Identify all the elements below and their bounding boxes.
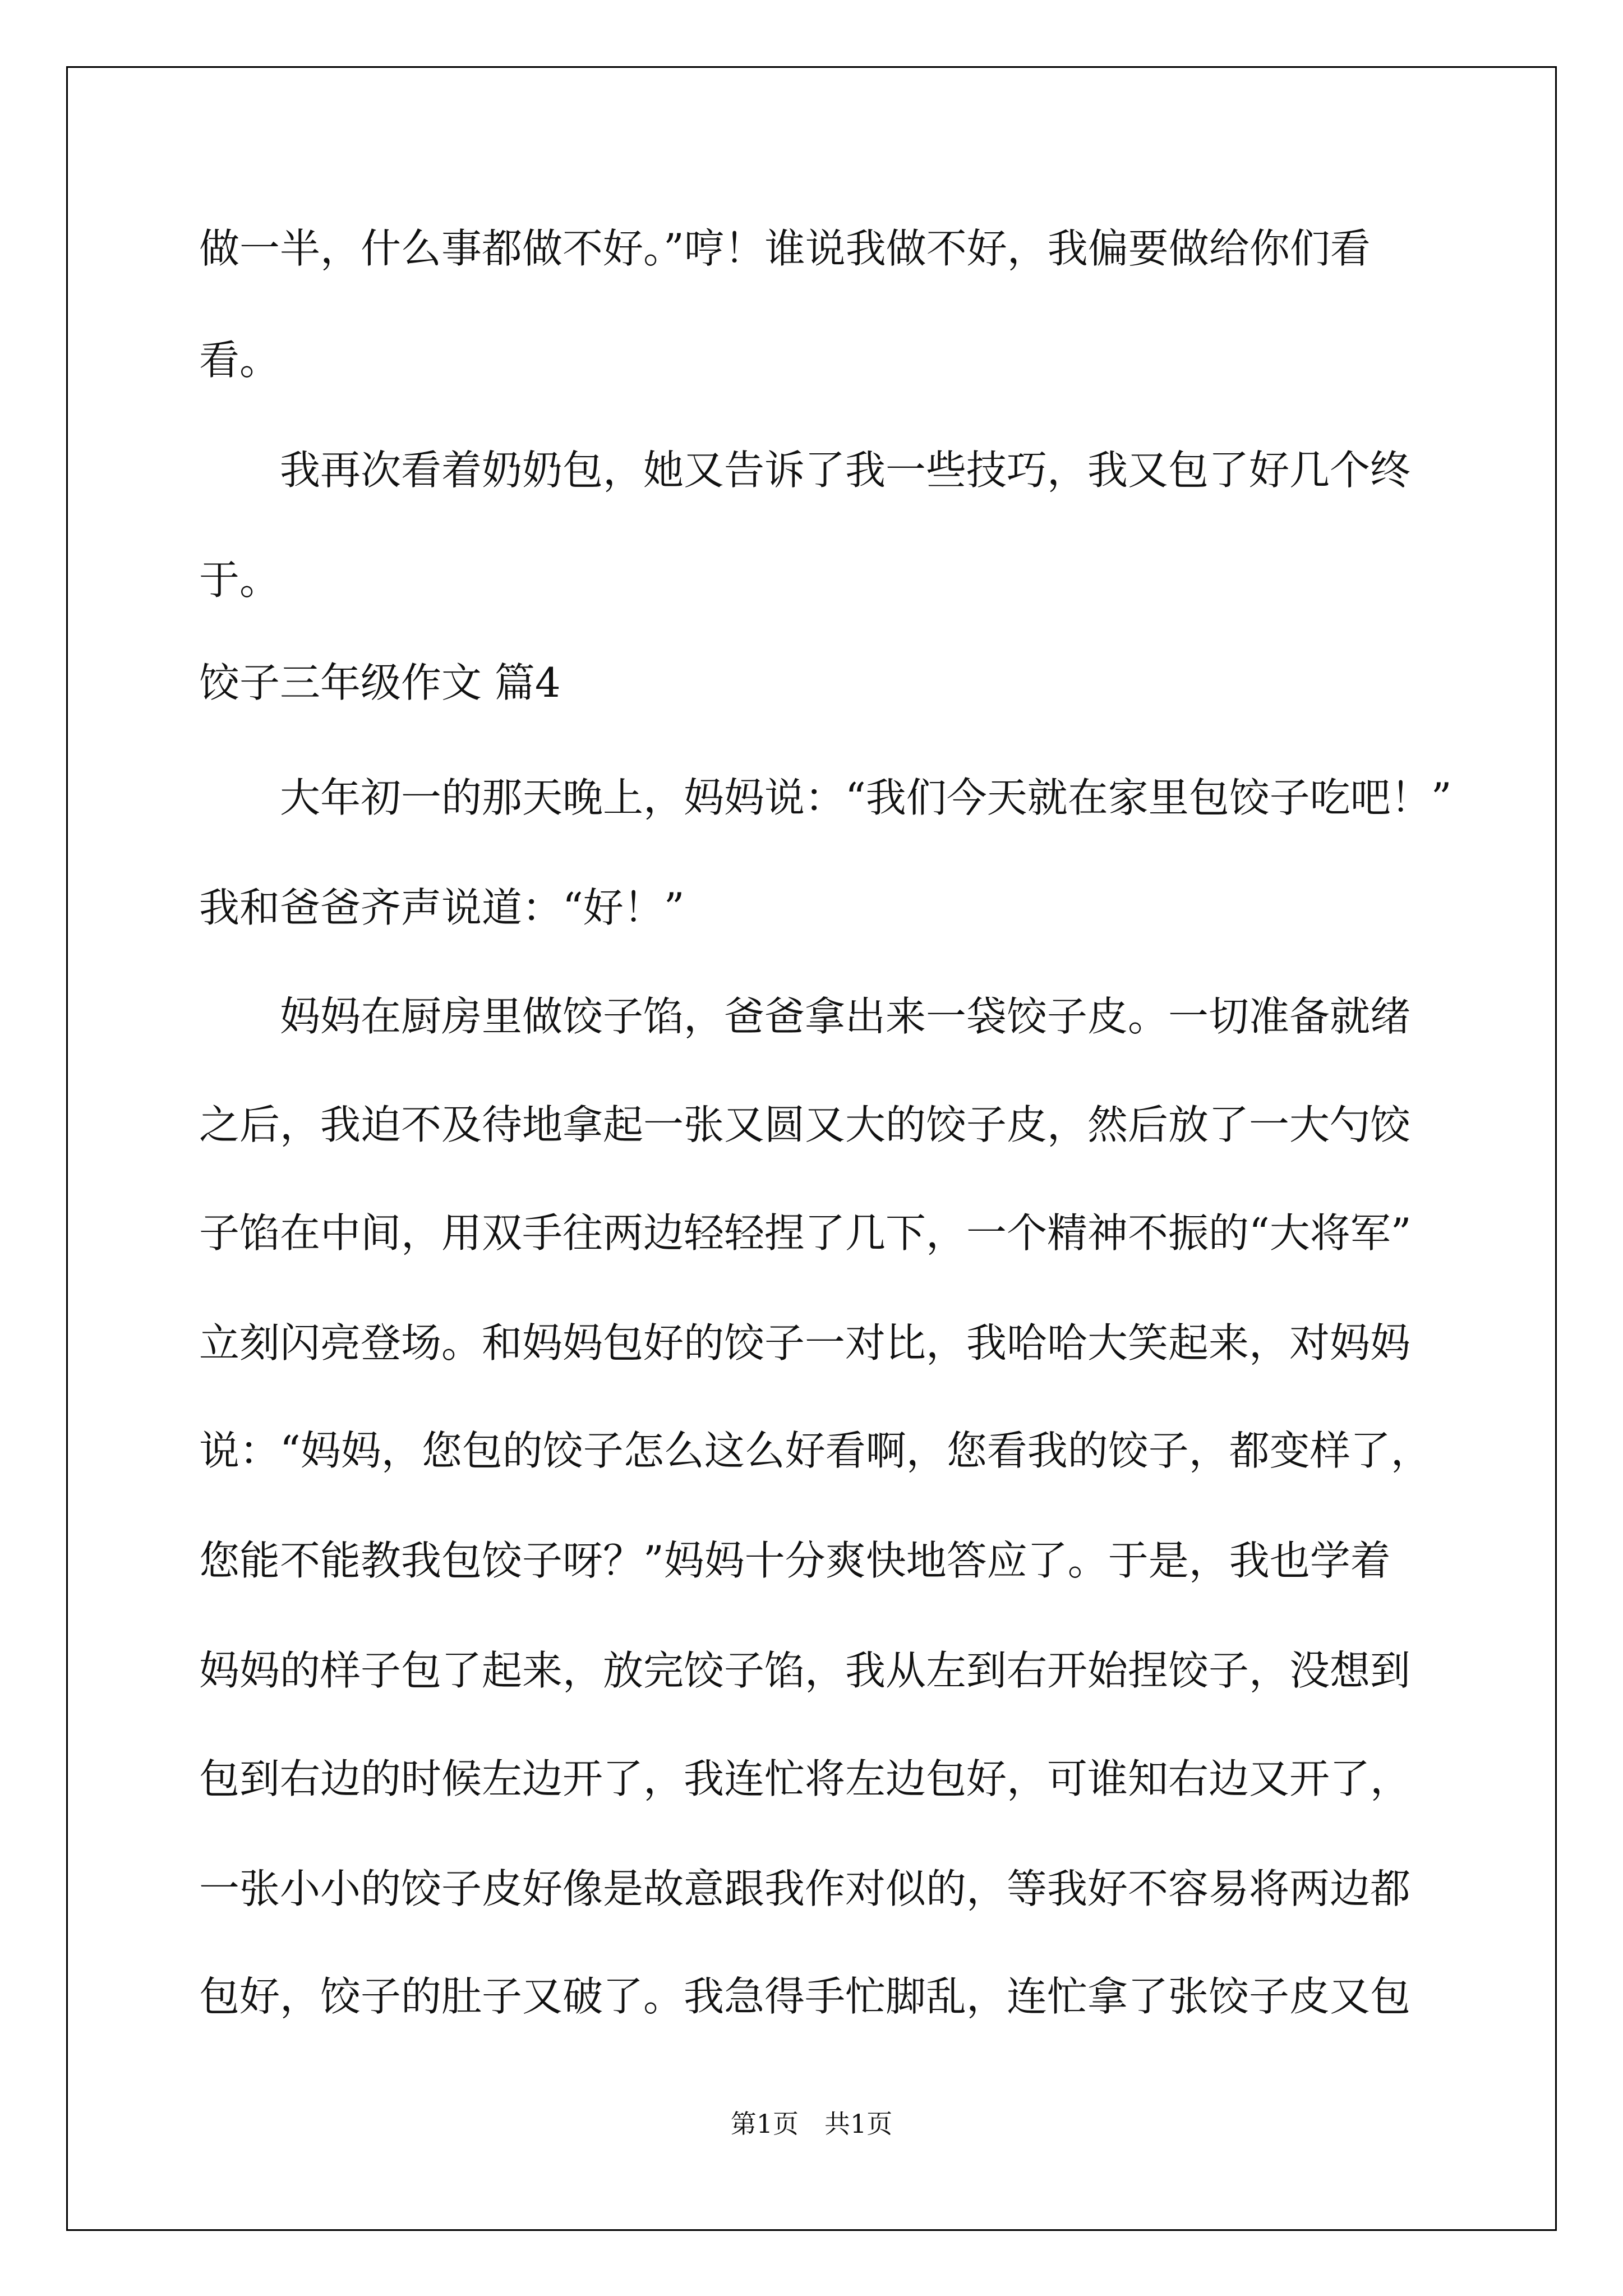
text-line: 您能不能教我包饺子呀？”妈妈十分爽快地答应了。于是，我也学着 bbox=[199, 1537, 1391, 1584]
text-line: 我和爸爸齐声说道：“好！” bbox=[199, 884, 685, 931]
text-line: 妈妈的样子包了起来，放完饺子馅，我从左到右开始捏饺子，没想到 bbox=[199, 1647, 1411, 1694]
text-line: 我再次看着奶奶包，她又告诉了我一些技巧，我又包了好几个终 bbox=[199, 447, 1411, 494]
text-line: 立刻闪亮登场。和妈妈包好的饺子一对比，我哈哈大笑起来，对妈妈 bbox=[199, 1319, 1411, 1366]
text-line: 包好，饺子的肚子又破了。我急得手忙脚乱，连忙拿了张饺子皮又包 bbox=[199, 1973, 1411, 2020]
section-heading: 饺子三年级作文 篇4 bbox=[199, 659, 561, 706]
text-line: 妈妈在厨房里做饺子馅，爸爸拿出来一袋饺子皮。一切准备就绪 bbox=[199, 993, 1411, 1040]
text-line: 做一半，什么事都做不好。”哼！谁说我做不好，我偏要做给你们看 bbox=[199, 225, 1371, 272]
text-line: 说：“妈妈，您包的饺子怎么这么好看啊，您看我的饺子，都变样了， bbox=[199, 1427, 1431, 1474]
text-line: 看。 bbox=[199, 337, 280, 384]
text-line: 一张小小的饺子皮好像是故意跟我作对似的，等我好不容易将两边都 bbox=[199, 1865, 1411, 1912]
text-line: 于。 bbox=[199, 556, 280, 604]
text-line: 大年初一的那天晚上，妈妈说：“我们今天就在家里包饺子吃吧！” bbox=[199, 774, 1452, 821]
text-line: 之后，我迫不及待地拿起一张又圆又大的饺子皮，然后放了一大勺饺 bbox=[199, 1101, 1411, 1148]
text-line: 子馅在中间，用双手往两边轻轻捏了几下，一个精神不振的“大将军” bbox=[199, 1209, 1412, 1257]
text-line: 包到右边的时候左边开了，我连忙将左边包好，可谁知右边又开了， bbox=[199, 1755, 1411, 1802]
page-footer: 第1页 共1页 bbox=[730, 2109, 893, 2139]
